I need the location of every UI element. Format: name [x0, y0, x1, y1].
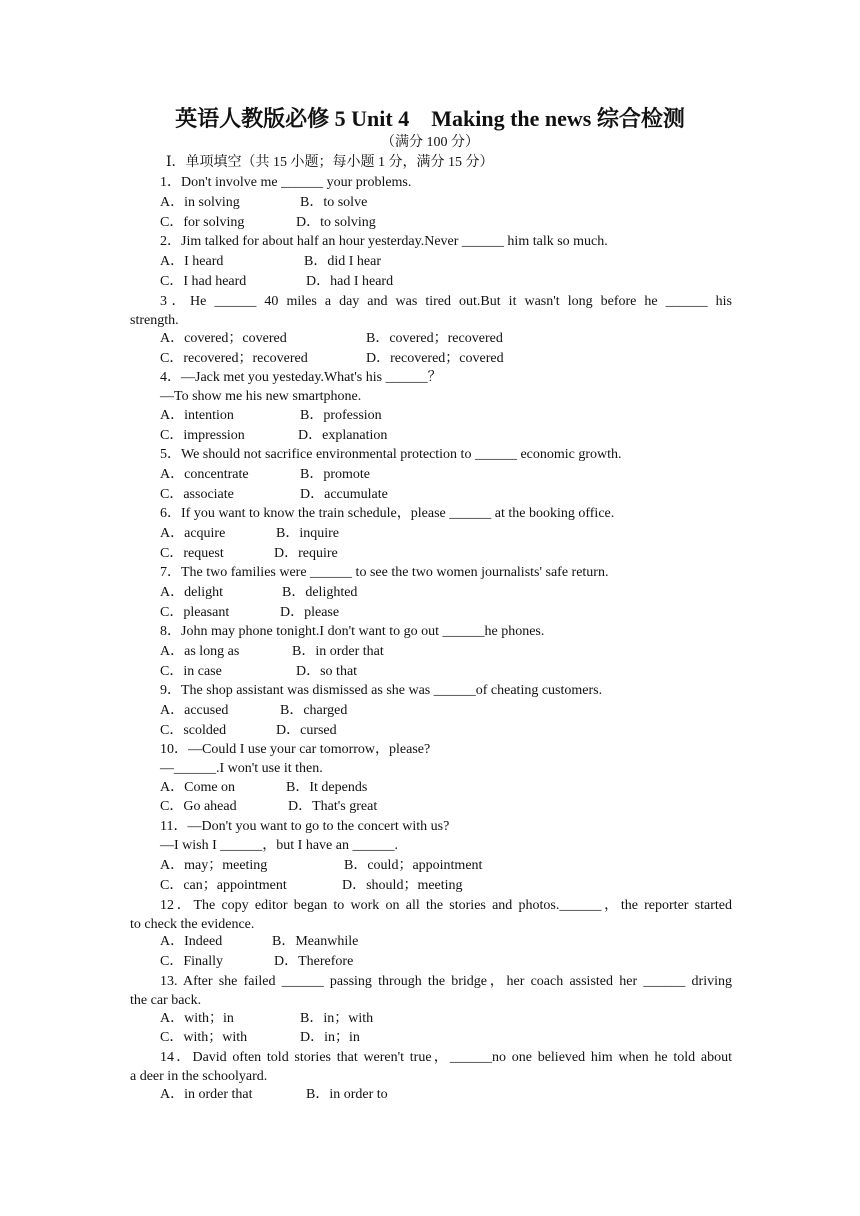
- question-stem-line1: 14．David often told stories that weren't true，______no one believed him when he told about: [160, 1050, 732, 1065]
- option-c: C．impression: [160, 428, 245, 443]
- option-b: B．delighted: [282, 585, 358, 600]
- document-title: 英语人教版必修 5 Unit 4 Making the news 综合检测: [175, 106, 685, 131]
- option-a: A．as long as: [160, 644, 240, 659]
- option-a: A．with；in: [160, 1011, 234, 1026]
- question-stem-line1: 12．The copy editor began to work on all the stories and photos.______，the reporter started: [160, 898, 732, 913]
- option-a: A．may；meeting: [160, 858, 268, 873]
- option-c: C．pleasant: [160, 605, 230, 620]
- option-c: C．scolded: [160, 723, 227, 738]
- question-stem-line2: a deer in the schoolyard.: [130, 1069, 268, 1084]
- question-stem-reply: —______.I won't use it then.: [160, 761, 323, 776]
- score-note: （满分 100 分）: [381, 135, 479, 150]
- question-stem: 11．—Don't you want to go to the concert with us?: [160, 819, 450, 834]
- option-d: D．in；in: [300, 1030, 360, 1045]
- question-stem-wrapped: [130, 972, 732, 1010]
- question-stem: 5．We should not sacrifice environmental protection to ______ economic growth.: [160, 447, 622, 462]
- option-c: C．in case: [160, 664, 222, 679]
- option-a: A．acquire: [160, 526, 226, 541]
- option-d: D．please: [280, 605, 340, 620]
- option-a: A．intention: [160, 408, 234, 423]
- question-stem: 1．Don't involve me ______ your problems.: [160, 175, 412, 190]
- option-b: B．It depends: [286, 780, 368, 795]
- option-a: A．accused: [160, 703, 229, 718]
- option-a: A．in solving: [160, 195, 240, 210]
- option-b: B．in order to: [306, 1087, 388, 1102]
- option-a: A．in order that: [160, 1087, 253, 1102]
- option-a: A．Come on: [160, 780, 236, 795]
- question-stem: 4．—Jack met you yesteday.What's his ______？: [160, 370, 442, 385]
- option-d: D．recovered；covered: [366, 351, 504, 366]
- option-a: A．I heard: [160, 254, 224, 269]
- question-stem-wrapped: [130, 896, 732, 934]
- question-stem-line2: strength.: [130, 313, 179, 328]
- option-b: B．covered；recovered: [366, 331, 503, 346]
- question-stem: 10．—Could I use your car tomorrow，please?: [160, 742, 431, 757]
- section-header: Ⅰ．单项填空（共 15 小题；每小题 1 分，满分 15 分）: [166, 155, 494, 170]
- question-stem-reply: —I wish I ______，but I have an ______.: [160, 838, 398, 853]
- option-d: D．explanation: [298, 428, 388, 443]
- question-stem-line1: 3．He ______ 40 miles a day and was tired out.But it wasn't long before he ______ his: [160, 294, 732, 309]
- question-stem-line2: to check the evidence.: [130, 917, 255, 932]
- option-d: D．had I heard: [306, 274, 394, 289]
- question-stem: 6．If you want to know the train schedule，please ______ at the booking office.: [160, 506, 615, 521]
- question-stem: 9．The shop assistant was dismissed as she was ______of cheating customers.: [160, 683, 603, 698]
- question-stem-line2: the car back.: [130, 993, 202, 1008]
- question-stem-wrapped: [130, 1048, 732, 1086]
- option-b: B．did I hear: [304, 254, 381, 269]
- option-b: B．to solve: [300, 195, 368, 210]
- option-d: D．require: [274, 546, 338, 561]
- option-c: C．associate: [160, 487, 234, 502]
- question-stem: 2．Jim talked for about half an hour yesterday.Never ______ him talk so much.: [160, 234, 608, 249]
- option-b: B．profession: [300, 408, 382, 423]
- option-d: D．accumulate: [300, 487, 388, 502]
- question-stem-line1: 13. After she failed ______ passing through the bridge，her coach assisted her ______ driving: [160, 974, 732, 989]
- option-c: C．for solving: [160, 215, 245, 230]
- option-d: D．to solving: [296, 215, 376, 230]
- option-b: B．in；with: [300, 1011, 374, 1026]
- option-d: D．so that: [296, 664, 358, 679]
- option-a: A．delight: [160, 585, 223, 600]
- option-d: D．should；meeting: [342, 878, 463, 893]
- option-a: A．concentrate: [160, 467, 249, 482]
- question-stem: 7．The two families were ______ to see the two women journalists' safe return.: [160, 565, 609, 580]
- option-b: B．Meanwhile: [272, 934, 359, 949]
- option-b: B．inquire: [276, 526, 339, 541]
- option-d: D．That's great: [288, 799, 378, 814]
- option-b: B．charged: [280, 703, 348, 718]
- question-stem-wrapped: [130, 292, 732, 330]
- option-a: A．covered；covered: [160, 331, 287, 346]
- option-b: B．could；appointment: [344, 858, 483, 873]
- option-c: C．recovered；recovered: [160, 351, 308, 366]
- question-stem: 8．John may phone tonight.I don't want to go out ______he phones.: [160, 624, 545, 639]
- question-stem-reply: —To show me his new smartphone.: [160, 389, 362, 404]
- option-c: C．Go ahead: [160, 799, 237, 814]
- option-d: D．cursed: [276, 723, 337, 738]
- option-c: C．request: [160, 546, 224, 561]
- option-d: D．Therefore: [274, 954, 354, 969]
- option-c: C．I had heard: [160, 274, 247, 289]
- option-c: C．can；appointment: [160, 878, 287, 893]
- option-b: B．promote: [300, 467, 370, 482]
- option-c: C．Finally: [160, 954, 224, 969]
- option-b: B．in order that: [292, 644, 384, 659]
- option-a: A．Indeed: [160, 934, 223, 949]
- option-c: C．with；with: [160, 1030, 248, 1045]
